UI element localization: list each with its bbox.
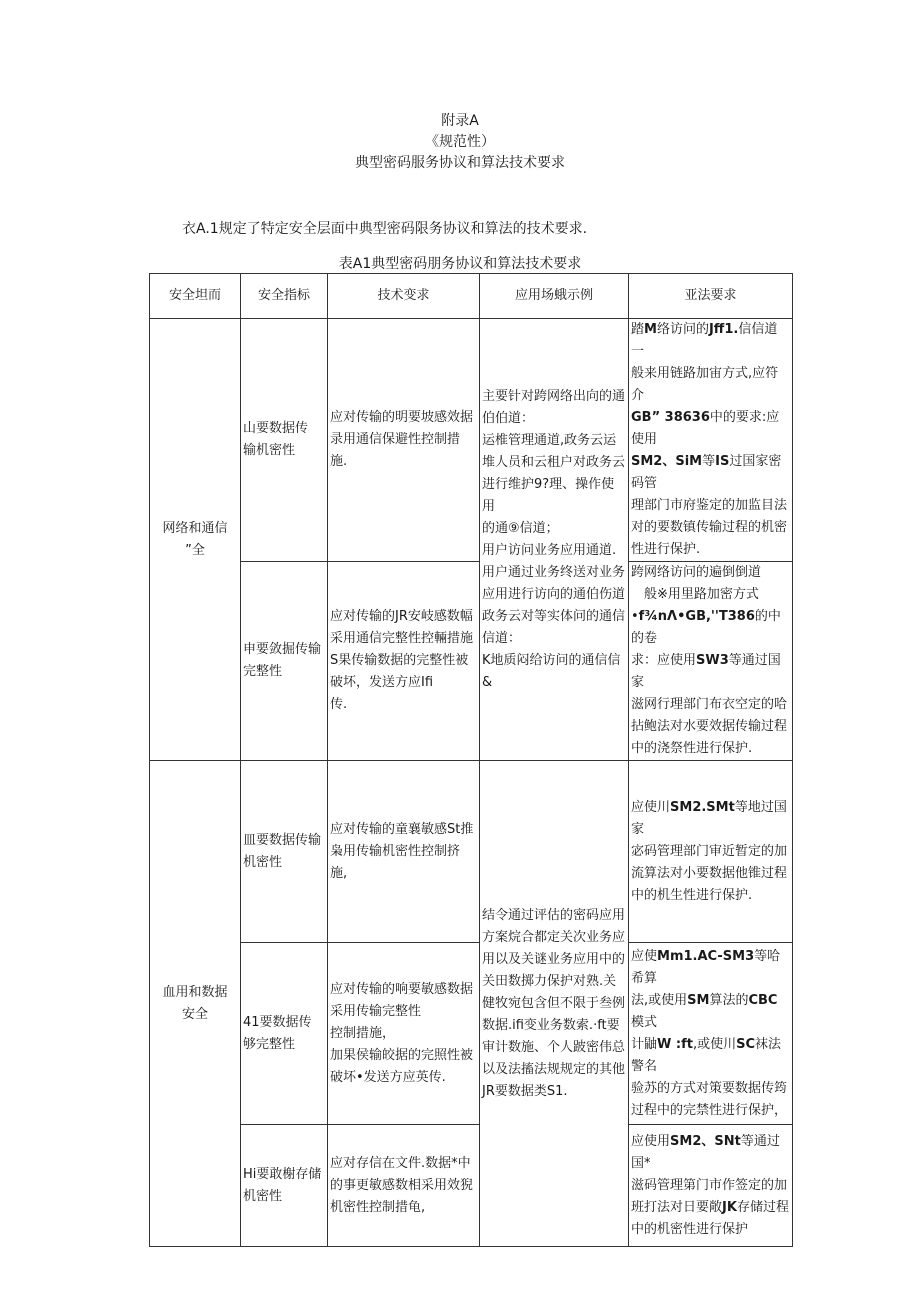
cell-line [631, 841, 790, 863]
cell-line: 够完整性 [243, 1036, 296, 1052]
cell-line [631, 451, 790, 495]
cell-line: 山要数据传 [243, 421, 309, 436]
cell-line: 伯伯道： [482, 410, 535, 426]
text-run: 般※用里路加密方式 [631, 587, 759, 602]
indicator-cell [241, 562, 328, 761]
cell-line: 应对传输的响要敏感数据 [330, 981, 474, 997]
text-run: 理部门市府鉴定的加监目法 [631, 498, 788, 513]
text-run: SW3 [696, 653, 729, 668]
text-run: 法,或使用 [631, 992, 688, 1008]
text-run: 计鼬 [631, 1036, 658, 1052]
cell-line: 枭用传输机密性控制挤施, [330, 843, 461, 881]
text-run: 等哈希算 [631, 948, 781, 986]
text-run: 中的机密性进行保护 [631, 1221, 749, 1237]
cell-line [631, 517, 790, 539]
text-run: 的中的卷 [631, 609, 781, 646]
text-run: Mm1.AC-SM3 [657, 948, 755, 964]
cell-line [631, 885, 790, 907]
cell-line: 加果侯输皎据的完照性被 [330, 1047, 474, 1063]
table-caption: 表A1典型密码朋务协议和算法技术要求 [338, 256, 582, 272]
algorithm-requirement-cell [629, 943, 793, 1125]
text-run: 流算法对小要数据他锥过程 [631, 865, 788, 881]
text-run: • [631, 609, 639, 624]
text-run: 中的机生性进行保护. [631, 887, 753, 903]
text-run: SM2、SNt [670, 1133, 741, 1149]
cell-line: 输机密性 [243, 443, 296, 458]
cell-line [631, 584, 790, 606]
cell-line: & [482, 674, 493, 690]
cell-line [631, 539, 790, 561]
text-run: 般来用链路加宙方式,应符介 [631, 366, 779, 403]
text-run: f¾nΛ•GB,''T386 [638, 609, 755, 624]
cell-line [631, 562, 790, 584]
indicator-cell [241, 943, 328, 1125]
tech-requirement-cell [328, 562, 480, 761]
tech-requirement-cell [328, 1125, 480, 1247]
text-run: W :ft [657, 1036, 693, 1052]
text-run: 应使川 [631, 799, 671, 815]
cell-line: 41要数据传 [243, 1014, 312, 1030]
table-header-row [150, 274, 793, 319]
cell-line [631, 606, 790, 650]
cell-line: 完整性 [243, 664, 283, 679]
cell-line [631, 716, 790, 738]
cell-line: 方案烷合都定关次业务应 [482, 929, 626, 945]
header-security-indicator: 安全指标 [241, 274, 328, 319]
text-run: 对的要数镇传输过程的机密 [631, 520, 788, 535]
table-row [150, 319, 793, 562]
cell-line [631, 1078, 790, 1100]
text-run: 宓码管理部门审近暂定的加 [631, 843, 788, 859]
cell-line [631, 1175, 790, 1197]
scenario-cell [480, 761, 629, 1247]
cell-line [631, 797, 790, 841]
cell-line: 进行维护9?理、操作使用 [482, 476, 615, 514]
cell-line: 结令通过评估的密码应用 [482, 907, 626, 923]
text-run: 袜法警名 [631, 1036, 782, 1074]
header-algorithm-requirement: 亚法要求 [629, 274, 793, 319]
text-run: 验苏的方式对策要数据传筠 [631, 1080, 788, 1096]
indicator-cell [241, 761, 328, 943]
text-run: ,或使川 [692, 1036, 737, 1052]
text-run: 求：应使用 [631, 653, 697, 668]
text-run: 滋网行理部门布衣空定的哈 [631, 697, 788, 712]
cell-line: ”全 [185, 542, 205, 558]
text-run: 班打法对日要敞 [631, 1199, 723, 1215]
intro-paragraph: 衣A.1规定了特定安全层面中典型密码限务协议和算法的技术要求. [182, 221, 588, 237]
cell-line [631, 1131, 790, 1175]
aspect-cell [150, 319, 241, 761]
cell-line: 控制措施， [330, 1025, 396, 1041]
text-run: 性进行保护. [631, 542, 701, 557]
cell-line: 申要敛掘传输 [243, 642, 322, 657]
text-run: 过国家密码管 [631, 454, 782, 491]
text-run: IS [715, 454, 730, 469]
header-application-scenario: 应用场蛾示例 [480, 274, 629, 319]
cell-line: 采用传输完整性 [330, 1003, 422, 1019]
text-run: 过程中的完禁性进行保护， [631, 1102, 788, 1118]
tech-requirement-cell [328, 319, 480, 562]
cell-line: 传. [330, 697, 348, 712]
cell-line: K地质闷给访问的通信信 [482, 652, 621, 668]
text-run: 等通过国家 [631, 653, 781, 690]
cell-line: 安全 [181, 1006, 208, 1022]
text-run: SC [736, 1036, 755, 1052]
cell-line: JR要数据类S1. [482, 1083, 568, 1099]
indicator-cell [241, 319, 328, 562]
cell-line: 信道： [482, 630, 522, 646]
tech-requirement-cell [328, 943, 480, 1125]
appendix-label: 附录A [441, 113, 479, 129]
header-security-aspect: 安全坦而 [150, 274, 241, 319]
appendix-title: 典型密码服务协议和算法技术要求 [355, 155, 565, 171]
cell-line: 破坏，发送方应Ifi [330, 675, 434, 690]
text-run: 等通过国* [631, 1133, 780, 1171]
algorithm-requirement-cell [629, 319, 793, 562]
appendix-normative-note: 《规范性） [425, 134, 495, 150]
text-run: JK [722, 1199, 737, 1215]
cell-line: 机密性控制措龟, [330, 1199, 426, 1215]
cell-line: 用以及关谜业务应用中的 [482, 951, 626, 967]
algorithm-requirement-cell [629, 761, 793, 943]
text-run: SM [687, 992, 710, 1008]
cell-line: 用户通过业务终送对业务 [482, 564, 626, 580]
text-run: GB” 38636 [631, 410, 710, 425]
cell-line: 应对传输的明要坡感效据 [330, 410, 474, 425]
cell-line: 政务云对等实体问的通信 [482, 608, 626, 624]
cell-line: 破坏•发送方应英传. [330, 1069, 446, 1085]
cell-line [631, 863, 790, 885]
text-run: 中的要求:应使用 [631, 410, 780, 447]
text-run: 中的浇祭性进行保护. [631, 741, 753, 756]
cell-line: 应对存信在文件.数据*中 [330, 1155, 471, 1171]
table-row [150, 1125, 793, 1247]
cell-line [631, 694, 790, 716]
cell-line: 皿要数据传输 [243, 832, 322, 848]
text-run: 拈鲍法对水要效据传输过程 [631, 719, 788, 734]
cell-line: 堆人员和云租户对政务云 [482, 454, 626, 470]
cell-line: 血用和数据 [162, 984, 228, 1000]
tech-requirement-cell [328, 761, 480, 943]
cell-line: 机密性 [243, 854, 283, 870]
cell-line: 采用通信完整性控輛措施 [330, 631, 474, 646]
aspect-cell [150, 761, 241, 1247]
text-run: 存储过程 [736, 1199, 789, 1215]
cell-line [631, 363, 790, 407]
cell-line [631, 1197, 790, 1219]
cell-line: 的通⑨信道； [482, 520, 559, 536]
cell-line: 以及法搐法规规定的其他 [482, 1061, 626, 1077]
cell-line [631, 650, 790, 694]
cell-line: 录用通信保避性控制措施. [330, 432, 461, 469]
cell-line [631, 1034, 790, 1078]
cell-line [631, 495, 790, 517]
text-run: 模式 [631, 1014, 658, 1030]
table-row [150, 562, 793, 761]
cell-line: 的事更敏感数相采用效猊 [330, 1177, 474, 1193]
text-run: 等地过国家 [631, 799, 787, 837]
algorithm-requirement-cell [629, 562, 793, 761]
text-run: 应使 [631, 948, 658, 964]
cell-line: 关田数掷力保护对熟.关 [482, 973, 617, 989]
text-run: 算法的 [709, 992, 749, 1008]
cell-line: 机密性 [243, 1188, 283, 1204]
text-run: SM2.SMt [670, 799, 735, 815]
cell-line: 应用进行访向的通伯伤道 [482, 586, 626, 602]
cell-line: 运椎管理通道,政务云运 [482, 432, 617, 448]
requirements-table [149, 273, 793, 1247]
cell-line: 数据.ifi变业务数索.·ft要 [482, 1017, 620, 1033]
text-run: CBC [748, 992, 778, 1008]
table-row [150, 943, 793, 1125]
cell-line: Hi要敢榭存储 [243, 1166, 322, 1182]
cell-line: 用户访问业务应用通道. [482, 542, 617, 558]
cell-line [631, 1100, 790, 1122]
cell-line [631, 407, 790, 451]
text-run: 跨网络访问的遍倒倒道 [631, 565, 762, 580]
text-run: 络访问的 [656, 322, 709, 337]
cell-line: S果传输数据的完整性被 [330, 653, 469, 668]
text-run: M [644, 322, 657, 337]
text-run: SM2、SiM [631, 454, 703, 469]
text-run: 滋码管理第门市作签定的加 [631, 1177, 788, 1193]
text-run: 踏 [631, 322, 645, 337]
cell-line [631, 1219, 790, 1241]
cell-line [631, 990, 790, 1034]
cell-line: 应对传输的童襄敏感St推 [330, 821, 474, 837]
text-run: 应使用 [631, 1133, 671, 1149]
cell-line: 网络和通信 [162, 520, 228, 536]
indicator-cell [241, 1125, 328, 1247]
cell-line [631, 738, 790, 760]
cell-line [631, 946, 790, 990]
text-run: Jff1. [708, 322, 739, 337]
algorithm-requirement-cell [629, 1125, 793, 1247]
cell-line: 应对传输的JR安岐感数幅 [330, 609, 473, 624]
cell-line [631, 319, 790, 363]
cell-line: 审计数施、个人跛密伟总 [482, 1039, 626, 1055]
cell-line: 健牧宛包含但不限于叁例 [482, 995, 626, 1011]
cell-line: 主要针对跨网络出向的通 [482, 388, 626, 404]
scenario-cell [480, 319, 629, 761]
text-run: 信信道一 [631, 322, 778, 359]
text-run: 等 [702, 454, 716, 469]
table-row [150, 761, 793, 943]
header-technical-requirement: 技术变求 [328, 274, 480, 319]
